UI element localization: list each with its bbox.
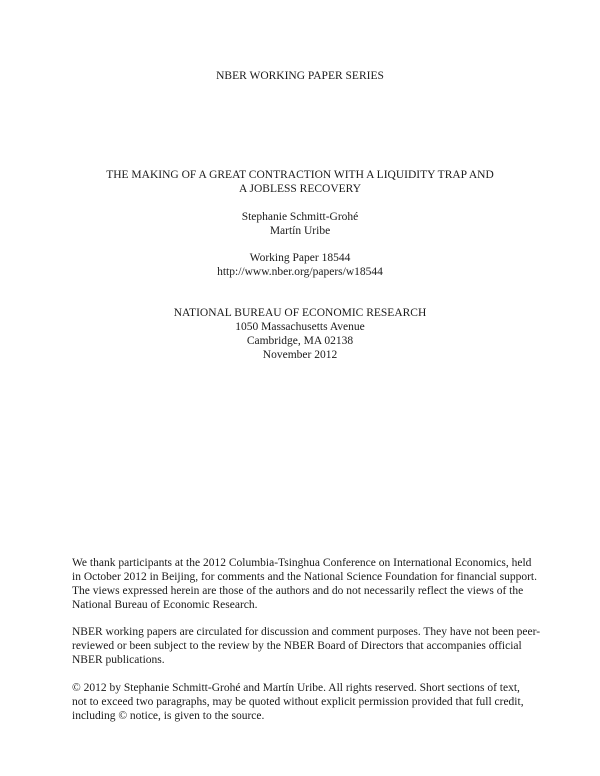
paragraph-line: including © notice, is given to the source.	[72, 710, 265, 722]
series-header: NBER WORKING PAPER SERIES	[216, 70, 384, 82]
paragraph-line: © 2012 by Stephanie Schmitt-Grohé and Martín Uribe. All rights reserved. Short sections of text,	[72, 682, 520, 694]
paragraph-line: The views expressed herein are those of the authors and do not necessarily reflect the views of the	[72, 585, 524, 597]
paragraph-line: We thank participants at the 2012 Columbia-Tsinghua Conference on International Economics, held	[72, 557, 532, 569]
paragraph-line: National Bureau of Economic Research.	[72, 599, 258, 611]
paper-url: http://www.nber.org/papers/w18544	[217, 266, 383, 278]
paragraph-line: in October 2012 in Beijing, for comments and the National Science Foundation for financial support.	[72, 571, 538, 583]
paragraph-line: reviewed or been subject to the review by the NBER Board of Directors that accompanies official	[72, 640, 522, 652]
paragraph-line: NBER working papers are circulated for discussion and comment purposes. They have not been peer-	[72, 626, 541, 638]
author-name: Martín Uribe	[269, 225, 331, 237]
publication-date: November 2012	[262, 349, 338, 361]
paragraph-line: not to exceed two paragraphs, may be quoted without explicit permission provided that full credit,	[72, 696, 524, 708]
publisher-street: 1050 Massachusetts Avenue	[235, 321, 365, 333]
acknowledgments-paragraph	[72, 556, 538, 612]
publisher-city: Cambridge, MA 02138	[246, 335, 354, 347]
paper-title-line-2: A JOBLESS RECOVERY	[238, 183, 362, 195]
paragraph-line: NBER publications.	[72, 654, 165, 666]
working-paper-number: Working Paper 18544	[249, 252, 351, 264]
author-name: Stephanie Schmitt-Grohé	[241, 211, 359, 223]
disclaimer-paragraph	[72, 625, 541, 667]
publisher-name: NATIONAL BUREAU OF ECONOMIC RESEARCH	[173, 307, 427, 319]
paper-title-line-1: THE MAKING OF A GREAT CONTRACTION WITH A LIQUIDITY TRAP AND	[106, 169, 494, 181]
copyright-paragraph	[72, 681, 532, 723]
